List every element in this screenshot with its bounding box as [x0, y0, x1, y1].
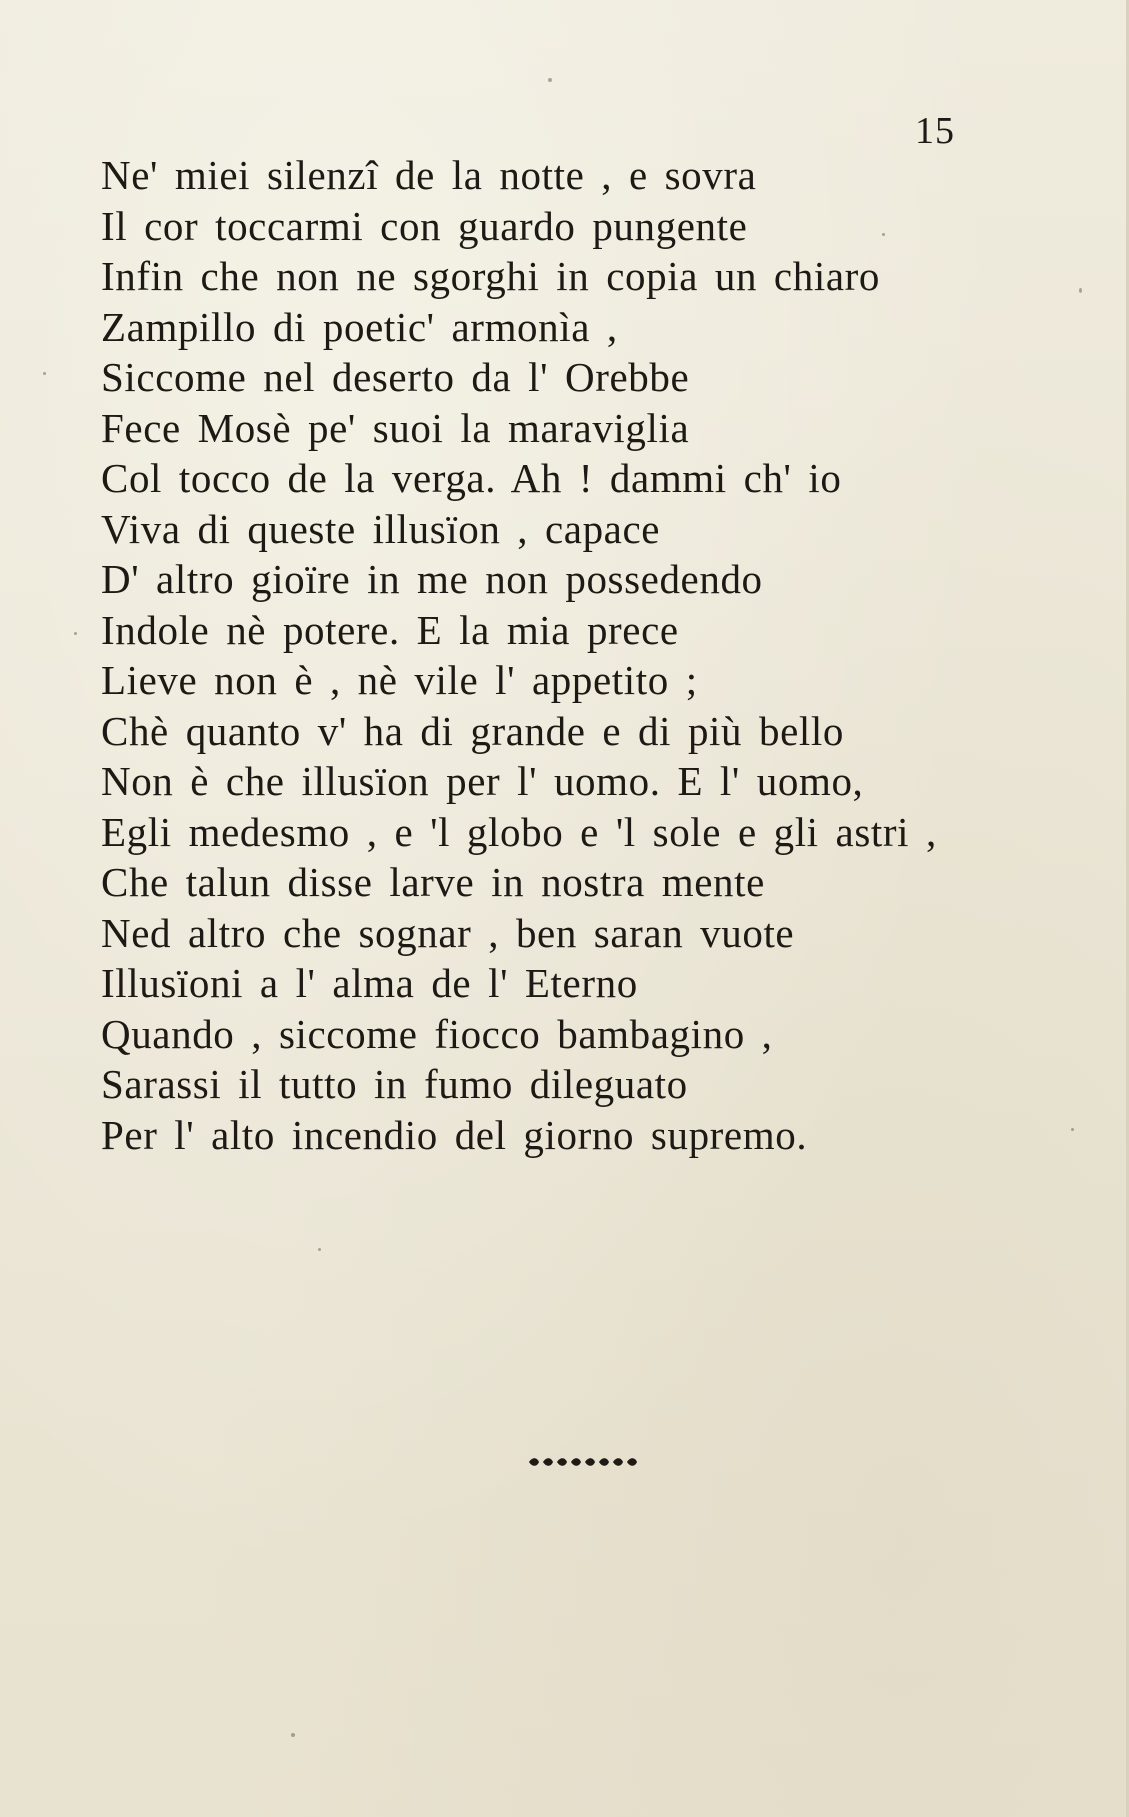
- paper-speck: [318, 1248, 321, 1251]
- verse-line: Non è che illusïon per l' uomo. E l' uomo,: [101, 758, 864, 804]
- paper-speck: [882, 233, 885, 236]
- poem-text: [101, 150, 937, 1160]
- verse-line: Chè quanto v' ha di grande e di più bello: [101, 707, 844, 754]
- verse-line: Il cor toccarmi con guardo pungente: [101, 202, 748, 249]
- verse-line: Indole nè potere. E la mia prece: [101, 606, 679, 653]
- verse-line: Che talun disse larve in nostra mente: [101, 859, 765, 905]
- verse-line: Zampillo di poetic' armonìa ,: [101, 303, 618, 350]
- verse-line: Sarassi il tutto in fumo dileguato: [101, 1061, 688, 1107]
- verse-line: Ned altro che sognar , ben saran vuote: [101, 909, 795, 956]
- verse-line: Egli medesmo , e 'l globo e 'l sole e gli astri ,: [101, 808, 937, 855]
- verse-line: Illusïoni a l' alma de l' Eterno: [101, 960, 638, 1006]
- paper-speck: [1079, 288, 1082, 293]
- paper-speck: [291, 1733, 295, 1737]
- paper-speck: [43, 372, 46, 375]
- verse-line: Fece Mosè pe' suoi la maraviglia: [101, 404, 690, 451]
- verse-line: Col tocco de la verga. Ah ! dammi ch' io: [101, 455, 842, 501]
- verse-line: Per l' alto incendio del giorno supremo.: [101, 1111, 808, 1158]
- verse-line: D' altro gioïre in me non possedendo: [101, 556, 763, 602]
- paper-speck: [1071, 1128, 1074, 1131]
- verse-line: Siccome nel deserto da l' Orebbe: [101, 354, 690, 400]
- verse-line: Infin che non ne sgorghi in copia un chiaro: [101, 253, 880, 299]
- paper-speck: [74, 632, 77, 635]
- paper-speck: [548, 78, 552, 82]
- page-number: 15: [915, 110, 955, 152]
- end-ornament-icon: [527, 1454, 643, 1470]
- verse-line: Viva di queste illusïon , capace: [101, 505, 661, 552]
- verse-line: Ne' miei silenzî de la notte , e sovra: [101, 152, 757, 198]
- verse-line: Quando , siccome fiocco bambagino ,: [101, 1010, 773, 1057]
- verse-line: Lieve non è , nè vile l' appetito ;: [101, 657, 698, 703]
